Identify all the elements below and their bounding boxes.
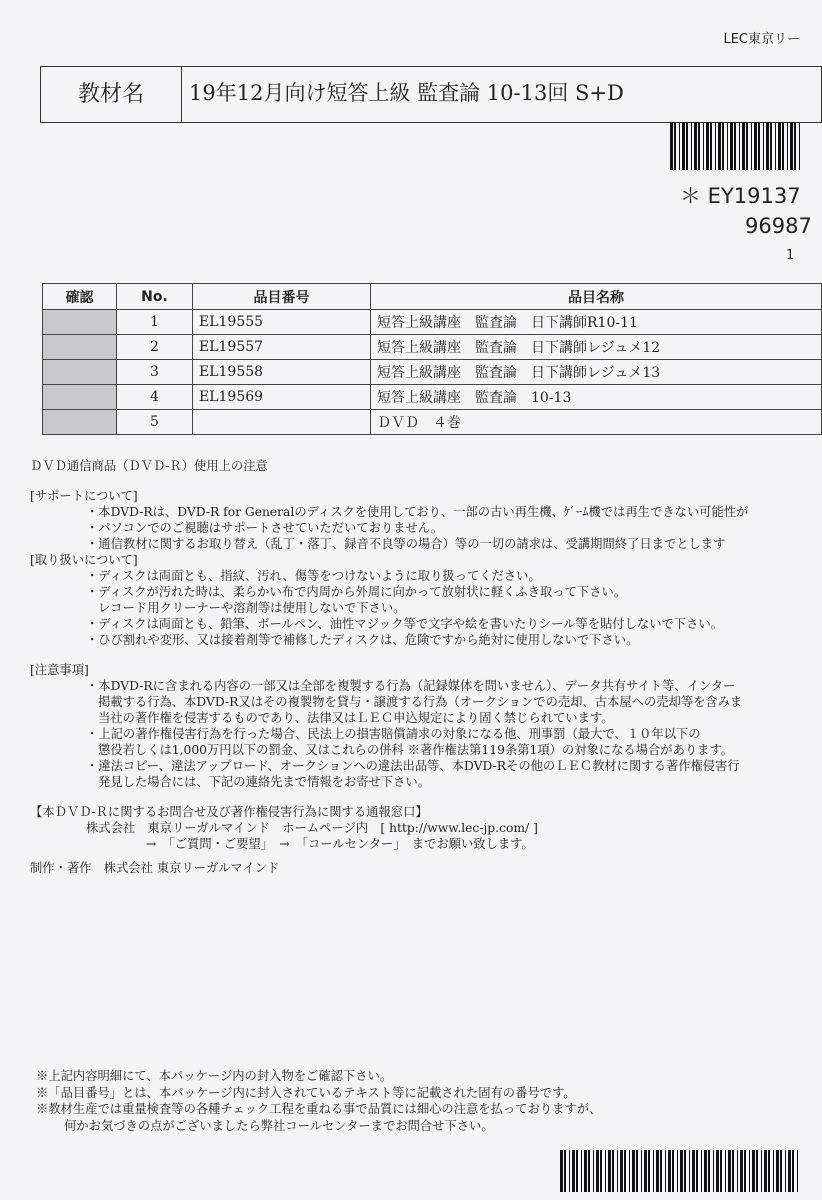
items-table [42,283,822,435]
row-no: 4 [117,385,193,410]
note-line: 掲載する行為、本DVD-R又はその複製物を貸与・譲渡する行為（オークションでの売却、古本屋への売却等を含みま [98,695,743,709]
row-name: 短答上級講座 監査論 日下講師レジュメ12 [371,335,822,360]
note-line: ・本DVD-Rに含まれる内容の一部又は全部を複製する行為（記録媒体を問いません）、データ共有サイト等、インター [86,679,736,693]
table-row [43,335,822,360]
row-name: 短答上級講座 監査論 日下講師レジュメ13 [371,360,822,385]
note-line: ・本DVD-Rは、DVD-R for Generalのディスクを使用しており、一部の古い再生機、ｹﾞｰﾑ機では再生できない可能性が [86,505,749,519]
handling-heading: [取り扱いについて] [30,553,138,567]
row-no: 5 [117,410,193,435]
barcode-top [670,122,800,170]
company-header: LEC東京リー [723,32,800,47]
note-line: 当社の著作権を侵害するものであり、法律又はＬＥＣ申込規定により固く禁じられています。 [98,711,614,725]
col-code: 品目番号 [193,284,371,310]
note-line: レコード用クリーナーや溶剤等は使用しないで下さい。 [98,601,406,615]
confirm-cell [43,335,117,360]
note-line: ・上記の著作権侵害行為を行った場合、民法上の損害賠償請求の対象になる他、刑事罰（最大で、１０年以下の [86,727,701,741]
footer-line: ※上記内容明細にて、本パッケージ内の封入物をご確認下さい。 [36,1069,393,1083]
contact-line: 株式会社 東京リーガルマインド ホームページ内 [ http://www.lec-jp.com/ ] [86,821,538,835]
table-row [43,385,822,410]
note-line: ・パソコンでのご視聴はサポートさせていただいておりません。 [86,521,444,535]
note-line: 懲役若しくは1,000万円以下の罰金、又はこれらの併科 ※著作権法第119条第1項）の対象になる場合があります。 [98,743,734,757]
page-number: 1 [786,248,795,263]
table-header-row [43,284,822,310]
row-name: ＤＶＤ ４巻 [371,410,822,435]
caution-heading: [注意事項] [30,663,89,677]
product-code: ＊ EY19137 [680,184,801,208]
row-code: EL19557 [193,335,371,360]
barcode-bottom [560,1150,800,1192]
row-code [193,410,371,435]
note-line: 発見した場合には、下記の連絡先まで情報をお寄せ下さい。 [98,775,431,789]
footer-line: 何かお気づきの点がございましたら弊社コールセンターまでお問合せ下さい。 [64,1118,494,1133]
footer-line: ※教材生産では重量検査等の各種チェック工程を重ねる事で品質には細心の注意を払っておりますが、 [36,1102,602,1116]
note-line: ・ディスクは両面とも、鉛筆、ボールペン、油性マジック等で文字や絵を書いたりシール等を貼付しないで下さい。 [86,617,723,631]
row-name: 短答上級講座 監査論 10-13 [371,385,822,410]
title-value: 19年12月向け短答上級 監査論 10-13回 S+D [189,81,624,105]
contact-line: → 「ご質問・ご要望」 → 「コールセンター」 までお願い致します。 [146,837,534,851]
row-name: 短答上級講座 監査論 日下講師R10-11 [371,310,822,335]
col-no: No. [117,284,193,310]
note-line: ・通信教材に関するお取り替え（乱丁・落丁、録音不良等の場合）等の一切の請求は、受講期間終了日までとします [86,537,726,551]
row-no: 3 [117,360,193,385]
table-row [43,310,822,335]
confirm-cell [43,310,117,335]
support-heading: [サポートについて] [30,489,138,503]
row-code: EL19558 [193,360,371,385]
producer-line: 制作・著作 株式会社 東京リーガルマインド [30,861,280,875]
note-line: ・ひび割れや変形、又は接着剤等で補修したディスクは、危険ですから絶対に使用しないで下さい。 [86,633,639,647]
product-number: 96987 [745,214,812,238]
confirm-cell [43,360,117,385]
notes-heading: ＤＶＤ通信商品（ＤＶＤ-Ｒ）使用上の注意 [30,459,268,473]
contact-heading: 【本ＤＶＤ-Ｒに関するお問合せ及び著作権侵害行為に関する通報窓口】 [30,805,428,819]
footer-notes [36,1068,601,1134]
col-confirm: 確認 [43,284,117,310]
note-line: ・ディスクが汚れた時は、柔らかい布で内周から外周に向かって放射状に軽くふき取って下さい。 [86,585,627,599]
row-no: 2 [117,335,193,360]
row-no: 1 [117,310,193,335]
note-line: ・違法コピー、違法アップロード、オークションへの違法出品等、本DVD-Rその他のＬＥＣ教材に関する著作権侵害行 [86,759,740,773]
title-label: 教材名 [41,67,182,122]
row-code: EL19555 [193,310,371,335]
table-row [43,410,822,435]
usage-notes [30,458,748,876]
confirm-cell [43,385,117,410]
note-line: ・ディスクは両面とも、指紋、汚れ、傷等をつけないように取り扱ってください。 [86,569,541,583]
footer-line: ※「品目番号」とは、本パッケージ内に封入されているテキスト等に記載された固有の番号です。 [36,1085,576,1100]
title-box [40,66,822,123]
confirm-cell [43,410,117,435]
row-code: EL19569 [193,385,371,410]
table-row [43,360,822,385]
col-name: 品目名称 [371,284,822,310]
